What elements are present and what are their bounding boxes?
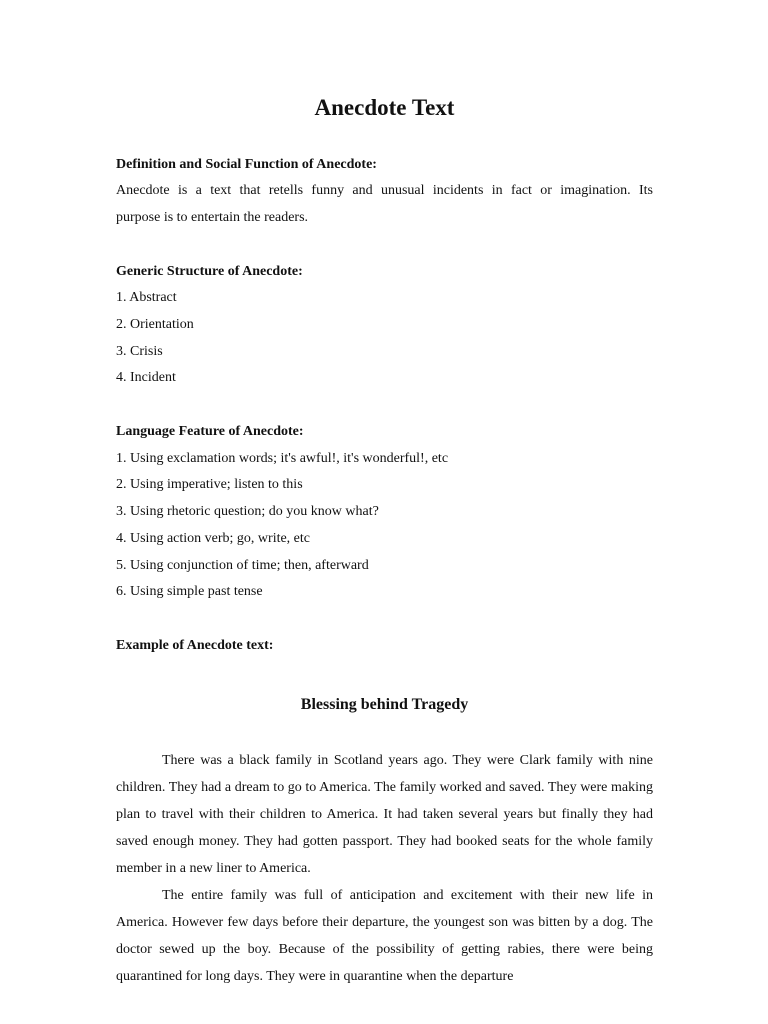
example-heading: Example of Anecdote text: bbox=[116, 638, 274, 653]
definition-heading: Definition and Social Function of Anecdote: bbox=[116, 157, 377, 172]
story-paragraph-1: There was a black family in Scotland years ago. They were Clark family with nine children. They had a dream to go to America. The family worked and saved. They were making plan to travel with their children to America. It had taken several years but finally they had saved enough money. They had gotten passport. They had booked seats for the whole family member in a new liner to America. bbox=[116, 753, 653, 876]
language-item: 4. Using action verb; go, write, etc bbox=[116, 531, 311, 546]
language-item: 3. Using rhetoric question; do you know what? bbox=[116, 504, 379, 519]
definition-text-line-2: purpose is to entertain the readers. bbox=[116, 210, 309, 225]
structure-item: 1. Abstract bbox=[116, 290, 177, 305]
document-title: Anecdote Text bbox=[314, 95, 455, 120]
definition-text-line-1: Anecdote is a text that retells funny and unusual incidents in fact or imagination. Its bbox=[116, 183, 653, 198]
structure-heading: Generic Structure of Anecdote: bbox=[116, 264, 303, 279]
structure-item: 4. Incident bbox=[116, 370, 176, 385]
story-paragraph-2: The entire family was full of anticipation and excitement with their new life in America. However few days before their departure, the youngest son was bitten by a dog. The doctor sewed up the boy. Because of the possibility of getting rabies, there were being quarantined for long days. They were in quarantine when the departure bbox=[116, 888, 653, 984]
structure-item: 2. Orientation bbox=[116, 317, 194, 332]
structure-item: 3. Crisis bbox=[116, 344, 163, 359]
language-heading: Language Feature of Anecdote: bbox=[116, 424, 304, 439]
language-item: 5. Using conjunction of time; then, afterward bbox=[116, 558, 369, 573]
language-item: 2. Using imperative; listen to this bbox=[116, 477, 303, 492]
language-item: 1. Using exclamation words; it's awful!, it's wonderful!, etc bbox=[116, 451, 449, 466]
story-title: Blessing behind Tragedy bbox=[300, 696, 469, 713]
language-item: 6. Using simple past tense bbox=[116, 584, 263, 599]
